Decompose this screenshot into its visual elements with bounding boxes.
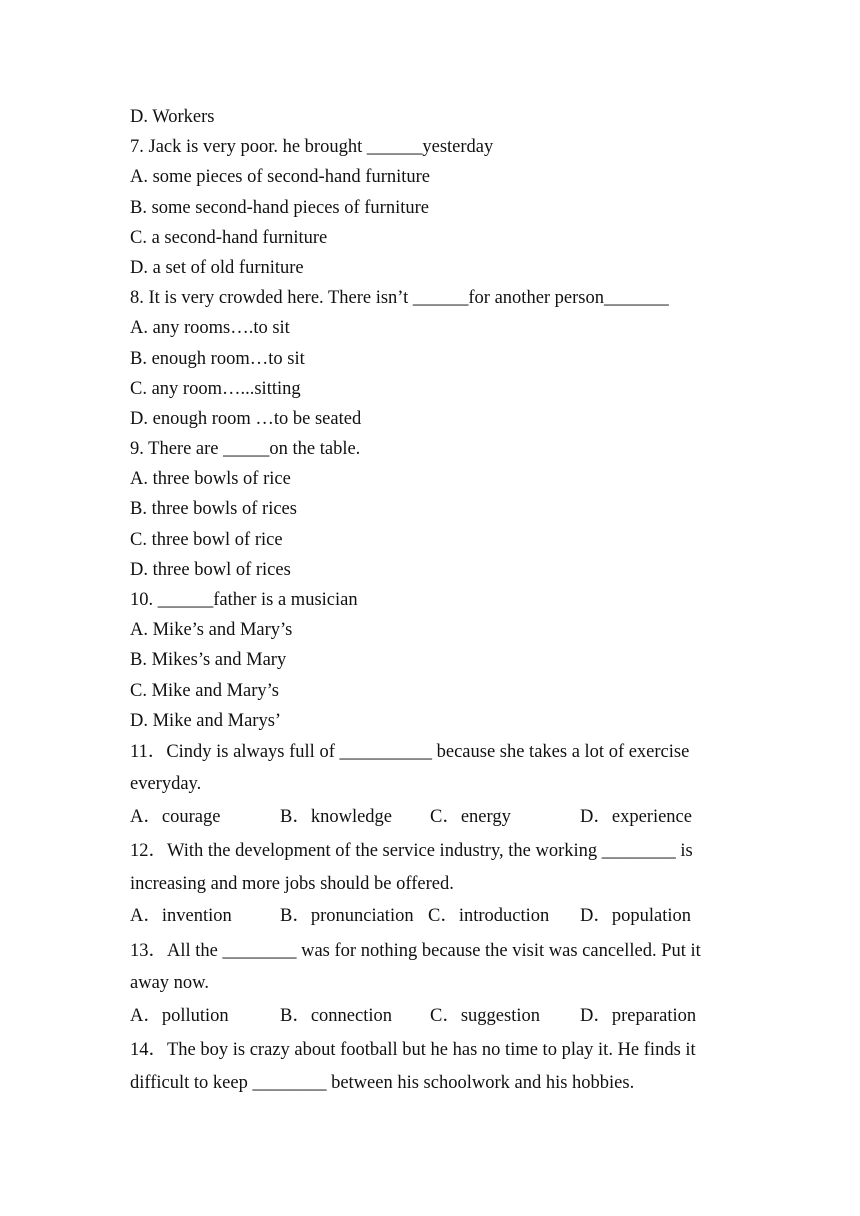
option-line: C. Mike and Mary’s bbox=[130, 680, 280, 701]
option-c: C．introduction bbox=[428, 906, 550, 927]
option-line: B. enough room…to sit bbox=[130, 348, 305, 369]
option-line: B. Mikes’s and Mary bbox=[130, 650, 287, 671]
option-d: D．preparation bbox=[580, 1005, 697, 1026]
option-d: D．population bbox=[580, 906, 691, 927]
option-a: A．pollution bbox=[130, 1005, 229, 1026]
option-line: A. three bowls of rice bbox=[130, 469, 291, 490]
option-line: C. three bowl of rice bbox=[130, 529, 283, 550]
question-11: 11．Cindy is always full of __________ because she takes a lot of exercise everyday. bbox=[130, 741, 690, 795]
text-line: D. Workers bbox=[130, 107, 215, 127]
option-b: B．pronunciation bbox=[280, 906, 414, 927]
option-line: C. a second-hand furniture bbox=[130, 227, 328, 248]
option-line: B. some second-hand pieces of furniture bbox=[130, 197, 429, 218]
option-d: D．experience bbox=[580, 806, 692, 827]
option-c: C．energy bbox=[430, 806, 511, 827]
option-line: B. three bowls of rices bbox=[130, 499, 297, 520]
question-12: 12．With the development of the service industry, the working ________ is increasing and more jobs should be offered. bbox=[130, 841, 693, 894]
question-10: 10. ______father is a musician bbox=[130, 590, 358, 610]
question-14: 14．The boy is crazy about football but he has no time to play it. He finds it difficult to keep ________ between his schoolwork and his hobbies. bbox=[130, 1040, 696, 1093]
option-a: A．courage bbox=[130, 806, 221, 827]
question-9: 9. There are _____on the table. bbox=[130, 439, 361, 460]
question-8: 8. It is very crowded here. There isn’t ______for another person_______ bbox=[130, 288, 669, 309]
question-13-options bbox=[130, 1000, 740, 1033]
option-c: C．suggestion bbox=[430, 1005, 540, 1026]
option-b: B．knowledge bbox=[280, 806, 393, 827]
option-line: A. any rooms….to sit bbox=[130, 318, 290, 339]
option-line: A. Mike’s and Mary’s bbox=[130, 620, 293, 641]
document-content bbox=[130, 102, 740, 1099]
option-line: D. three bowl of rices bbox=[130, 559, 291, 580]
option-line: D. a set of old furniture bbox=[130, 257, 304, 278]
option-line: D. enough room …to be seated bbox=[130, 408, 362, 429]
question-7: 7. Jack is very poor. he brought ______yesterday bbox=[130, 137, 494, 158]
option-a: A．invention bbox=[130, 906, 232, 927]
option-line: C. any room…...sitting bbox=[130, 378, 301, 399]
question-12-options bbox=[130, 900, 740, 933]
question-13: 13．All the ________ was for nothing because the visit was cancelled. Put it away now. bbox=[130, 940, 701, 994]
question-11-options bbox=[130, 801, 740, 834]
option-b: B．connection bbox=[280, 1005, 393, 1026]
option-line: D. Mike and Marys’ bbox=[130, 710, 282, 731]
option-line: A. some pieces of second-hand furniture bbox=[130, 167, 431, 188]
